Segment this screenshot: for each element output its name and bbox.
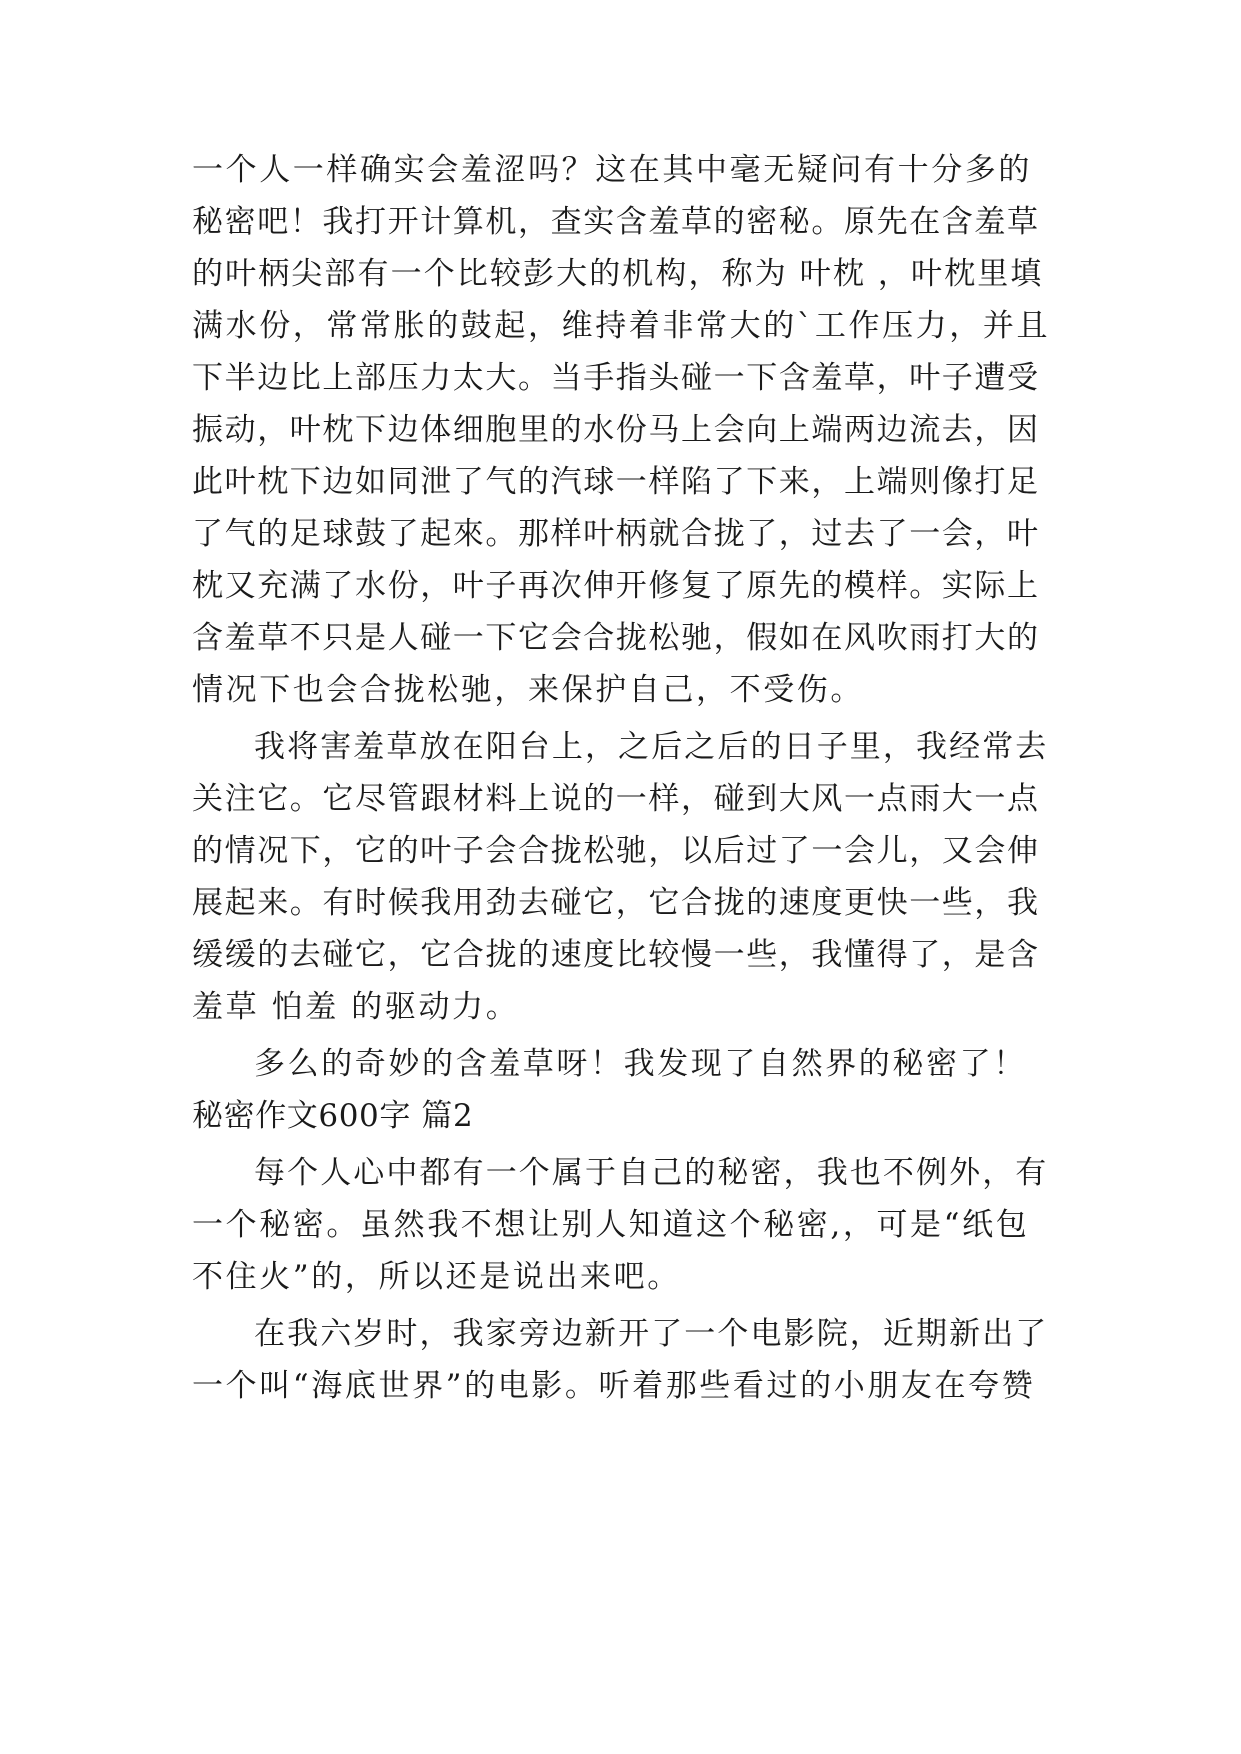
- text-line: 缓缓的去碰它，它合拢的速度比较慢一些，我懂得了，是含: [192, 937, 1040, 973]
- text-line: 展起来。有时候我用劲去碰它，它合拢的速度更快一些，我: [192, 885, 1040, 921]
- text-line: 情况下也会合拢松驰，来保护自己，不受伤。: [192, 672, 864, 708]
- text-line: 的情况下，它的叶子会合拢松驰，以后过了一会儿，又会伸: [192, 833, 1040, 869]
- text-line: 一个秘密。虽然我不想让别人知道这个秘密,，可是“纸包: [192, 1207, 1030, 1243]
- text-line: 满水份，常常胀的鼓起，维持着非常大的`工作压力，并且: [192, 308, 1051, 344]
- section-heading: 秘密作文600字 篇2: [192, 1098, 474, 1134]
- paragraph-first-line: 多么的奇妙的含羞草呀！我发现了自然界的秘密了！: [254, 1046, 1027, 1082]
- text-line: 含羞草不只是人碰一下它会合拢松驰，假如在风吹雨打大的: [192, 620, 1040, 656]
- paragraph-first-line: 在我六岁时，我家旁边新开了一个电影院，近期新出了: [254, 1316, 1049, 1352]
- text-line: 下半边比上部压力太大。当手指头碰一下含羞草，叶子遭受: [192, 360, 1040, 396]
- text-line: 不住火”的，所以还是说出来吧。: [192, 1259, 681, 1295]
- text-line: 枕又充满了水份，叶子再次伸开修复了原先的模样。实际上: [192, 568, 1040, 604]
- text-line: 秘密吧！我打开计算机，查实含羞草的密秘。原先在含羞草: [192, 204, 1040, 240]
- text-line: 羞草 怕羞 的驱动力。: [192, 989, 520, 1025]
- text-line: 此叶枕下边如同泄了气的汽球一样陷了下来，上端则像打足: [192, 464, 1040, 500]
- text-line: 振动，叶枕下边体细胞里的水份马上会向上端两边流去，因: [192, 412, 1040, 448]
- text-line: 了气的足球鼓了起來。那样叶柄就合拢了，过去了一会，叶: [192, 516, 1040, 552]
- text-line: 一个叫“海底世界”的电影。听着那些看过的小朋友在夸赞: [192, 1368, 1036, 1404]
- paragraph-first-line: 我将害羞草放在阳台上，之后之后的日子里，我经常去: [254, 729, 1049, 765]
- text-line: 关注它。它尽管跟材料上说的一样，碰到大风一点雨大一点: [192, 781, 1040, 817]
- text-line: 的叶柄尖部有一个比较彭大的机构，称为 叶枕 ，叶枕里填: [192, 256, 1044, 292]
- paragraph-first-line: 每个人心中都有一个属于自己的秘密，我也不例外，有: [254, 1155, 1049, 1191]
- text-line: 一个人一样确实会羞涩吗？这在其中毫无疑问有十分多的: [192, 152, 1032, 188]
